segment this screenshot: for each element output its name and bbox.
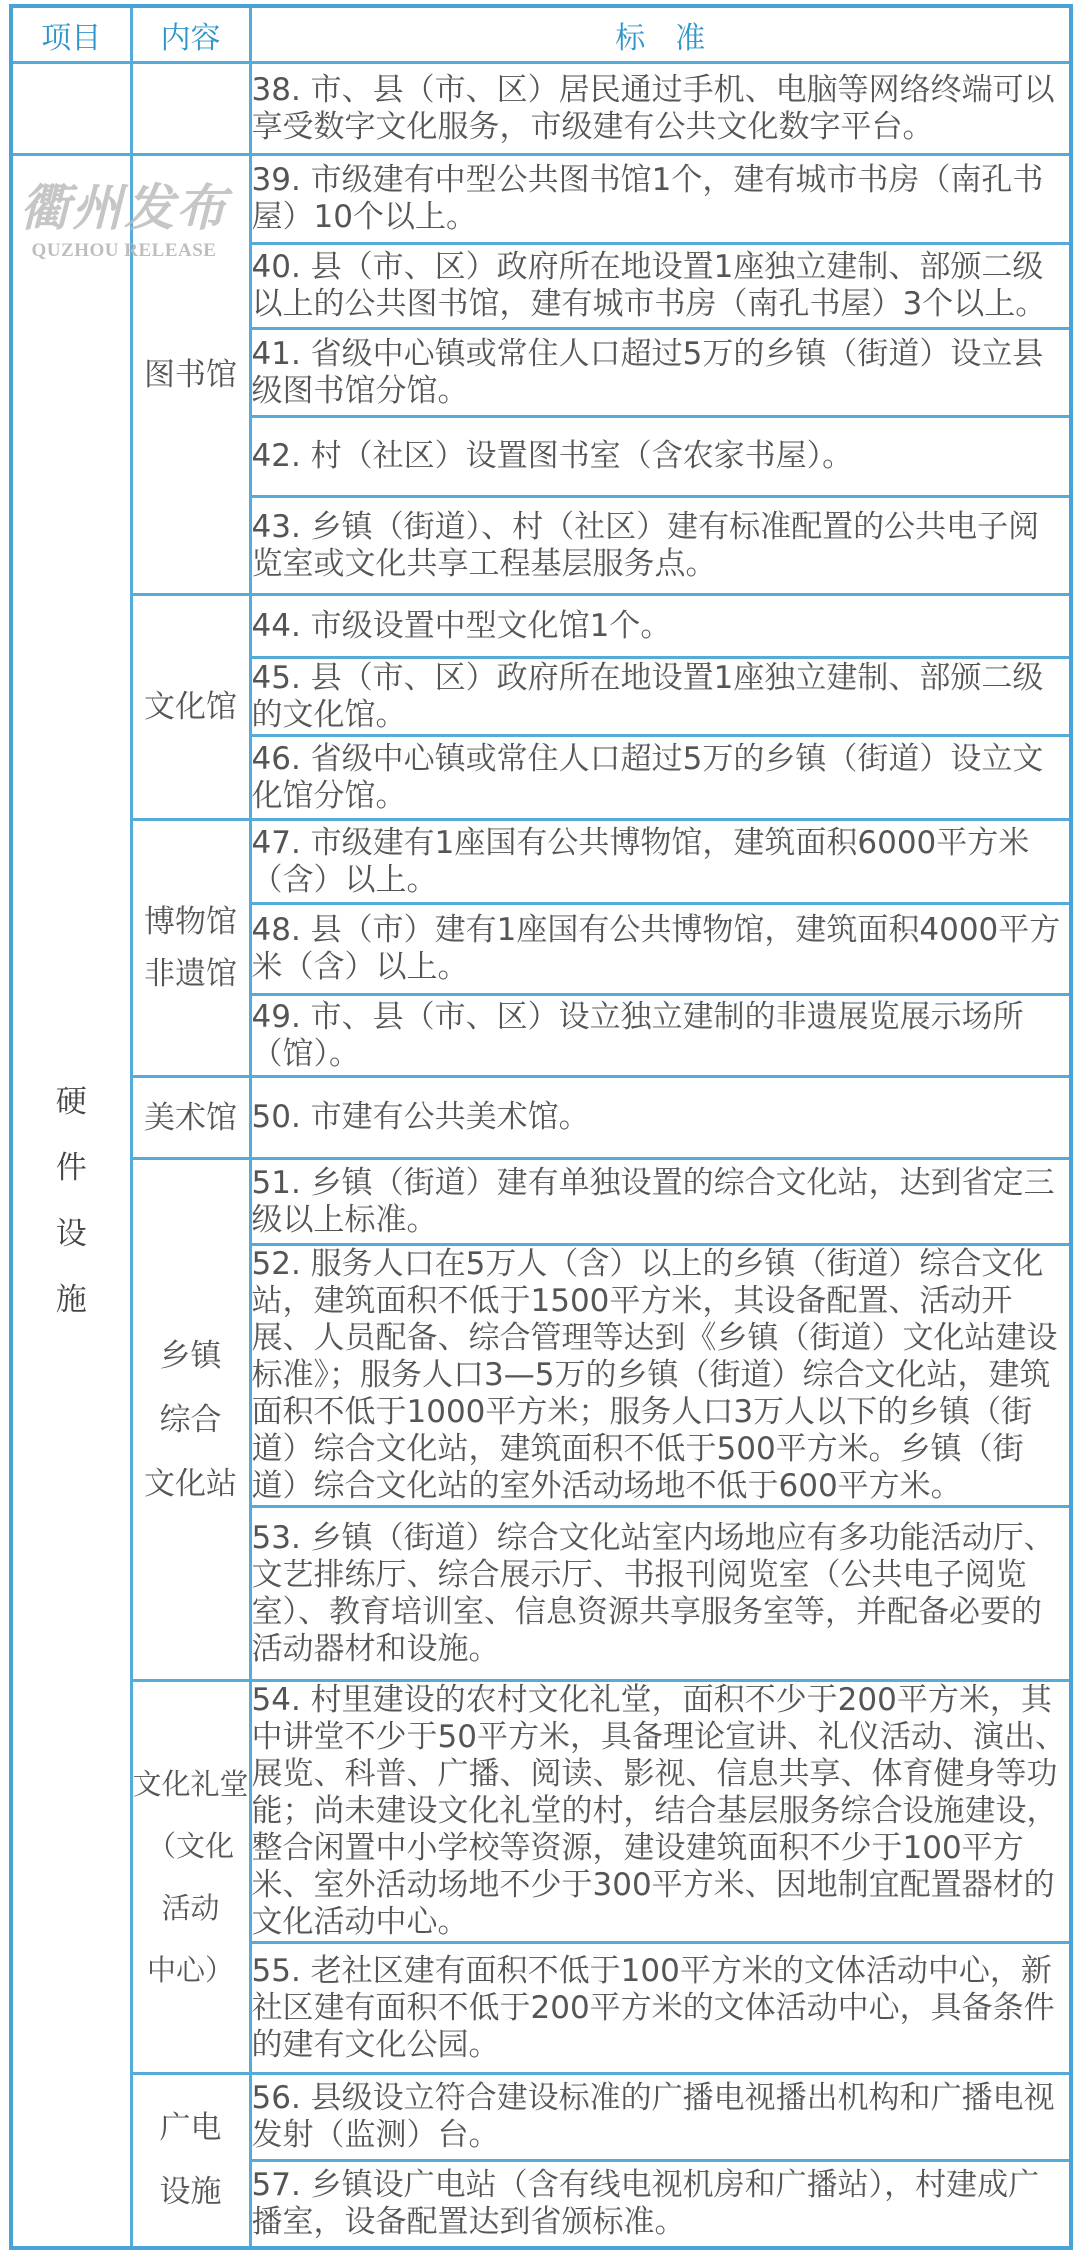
standard-56: 56. 县级设立符合建设标准的广播电视播出机构和广播电视发射（监测）台。 xyxy=(250,2074,1071,2161)
empty-item-cell xyxy=(11,63,131,155)
standard-57: 57. 乡镇设广电站（含有线电视机房和广播站），村建成广播室，设备配置达到省颁标准。 xyxy=(250,2161,1071,2248)
standard-49: 49. 市、县（市、区）设立独立建制的非遗展览展示场所（馆）。 xyxy=(250,995,1071,1077)
category-township-station: 乡镇 综合 文化站 xyxy=(131,1159,250,1681)
item-hardware xyxy=(11,155,131,2248)
standard-51: 51. 乡镇（街道）建有单独设置的综合文化站，达到省定三级以上标准。 xyxy=(250,1159,1071,1245)
category-auditorium: 文化礼堂 （文化 活动 中心） xyxy=(131,1681,250,2074)
watermark-cn: 衢州发布 xyxy=(20,178,228,237)
table-row xyxy=(11,1077,1071,1159)
standard-44: 44. 市级设置中型文化馆1个。 xyxy=(250,595,1071,658)
category-art-gallery: 美术馆 xyxy=(131,1077,250,1159)
header-standard: 标 准 xyxy=(250,6,1071,63)
standard-43: 43. 乡镇（街道）、村（社区）建有标准配置的公共电子阅览室或文化共享工程基层服务点。 xyxy=(250,497,1071,595)
standard-47: 47. 市级建有1座国有公共博物馆，建筑面积6000平方米（含）以上。 xyxy=(250,820,1071,904)
table-row xyxy=(11,2074,1071,2161)
empty-category-cell xyxy=(131,63,250,155)
standard-42: 42. 村（社区）设置图书室（含农家书屋）。 xyxy=(250,417,1071,497)
table-row xyxy=(11,595,1071,658)
standard-52: 52. 服务人口在5万人（含）以上的乡镇（街道）综合文化站，建筑面积不低于1500平方米，其设备配置、活动开展、人员配备、综合管理等达到《乡镇（街道）文化站建设标准》；服务人口3—5万的乡镇（街道）综合文化站，建筑面积不低于1000平方米；服务人口3万人以下的乡镇（街道）综合文化站，建筑面积不低于500平方米。乡镇（街道）综合文化站的室外活动场地不低于600平方米。 xyxy=(250,1245,1071,1507)
table-row xyxy=(11,63,1071,155)
standards-table xyxy=(9,4,1073,2250)
category-broadcast: 广电 设施 xyxy=(131,2074,250,2248)
standard-54: 54. 村里建设的农村文化礼堂，面积不少于200平方米，其中讲堂不少于50平方米，具备理论宣讲、礼仪活动、演出、展览、科普、广播、阅读、影视、信息共享、体育健身等功能；尚未建设文化礼堂的村，结合基层服务综合设施建设，整合闲置中小学校等资源，建设建筑面积不少于100平方米、室外活动场地不少于300平方米、因地制宜配置器材的文化活动中心。 xyxy=(250,1681,1071,1943)
standard-53: 53. 乡镇（街道）综合文化站室内场地应有多功能活动厅、文艺排练厅、综合展示厅、书报刊阅览室（公共电子阅览室）、教育培训室、信息资源共享服务室等，并配备必要的活动器材和设施。 xyxy=(250,1507,1071,1681)
category-museum: 博物馆 非遗馆 xyxy=(131,820,250,1077)
table-row xyxy=(11,1681,1071,1943)
standard-50: 50. 市建有公共美术馆。 xyxy=(250,1077,1071,1159)
standard-48: 48. 县（市）建有1座国有公共博物馆，建筑面积4000平方米（含）以上。 xyxy=(250,904,1071,995)
standard-39: 39. 市级建有中型公共图书馆1个，建有城市书房（南孔书屋）10个以上。 xyxy=(250,155,1071,244)
category-culture-hall: 文化馆 xyxy=(131,595,250,820)
standard-38: 38. 市、县（市、区）居民通过手机、电脑等网络终端可以享受数字文化服务，市级建有公共文化数字平台。 xyxy=(250,63,1071,155)
table-row xyxy=(11,155,1071,244)
standard-46: 46. 省级中心镇或常住人口超过5万的乡镇（街道）设立文化馆分馆。 xyxy=(250,736,1071,820)
item-hardware-label: 硬件设施 xyxy=(55,1083,87,1318)
watermark-en: QUZHOU RELEASE xyxy=(31,240,217,261)
standard-41: 41. 省级中心镇或常住人口超过5万的乡镇（街道）设立县级图书馆分馆。 xyxy=(250,329,1071,417)
category-library: 图书馆 xyxy=(131,155,250,595)
standard-45: 45. 县（市、区）政府所在地设置1座独立建制、部颁二级的文化馆。 xyxy=(250,658,1071,736)
table-row xyxy=(11,1159,1071,1245)
header-item: 项目 xyxy=(11,6,131,63)
table-row xyxy=(11,820,1071,904)
standard-40: 40. 县（市、区）政府所在地设置1座独立建制、部颁二级以上的公共图书馆，建有城市书房（南孔书屋）3个以上。 xyxy=(250,244,1071,329)
header-content: 内容 xyxy=(131,6,250,63)
standard-55: 55. 老社区建有面积不低于100平方米的文体活动中心，新社区建有面积不低于200平方米的文体活动中心，具备条件的建有文化公园。 xyxy=(250,1943,1071,2074)
header-row xyxy=(11,6,1071,63)
